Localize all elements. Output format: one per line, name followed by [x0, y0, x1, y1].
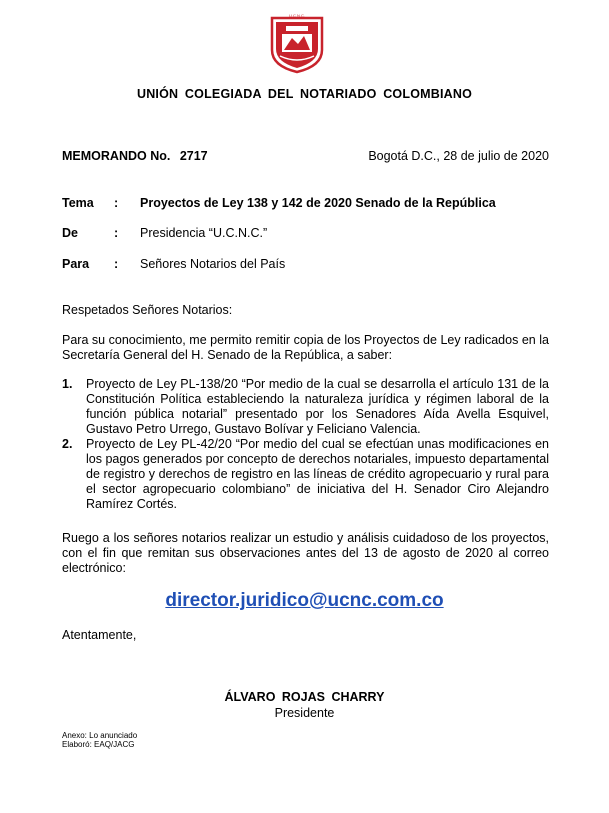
annex-note: Anexo: Lo anunciado [62, 731, 138, 740]
field-tema [62, 196, 496, 210]
memo-number [62, 149, 208, 163]
memo-number-value: 2717 [179, 149, 208, 163]
tema-label: Tema [62, 196, 94, 210]
memo-date: Bogotá D.C., 28 de julio de 2020 [368, 149, 549, 163]
de-separator: : [114, 226, 119, 240]
memo-label: MEMORANDO No. [62, 149, 171, 163]
field-para [62, 257, 285, 271]
prepared-by-note: Elaboró: EAQ/JACG [62, 740, 135, 749]
list-item [62, 437, 549, 512]
signer-name: ÁLVARO ROJAS CHARRY [224, 690, 385, 704]
para-separator: : [114, 257, 119, 271]
list-item-text: Proyecto de Ley PL-138/20 “Por medio de la cual se desarrolla el artículo 131 de la Constitución Política estableciendo la naturaleza jurídica y régimen laboral de la función pública notarial” presentado por los Senadores Aída Avella Esquivel, Gustavo Petro Urrego, Gustavo Bolívar y Feliciano Valencia. [86, 377, 549, 436]
list-item-number: 2. [62, 437, 73, 451]
intro-paragraph: Para su conocimiento, me permito remitir copia de los Proyectos de Ley radicados en la Secretaría General del H. Senado de la República, a saber: [62, 333, 549, 362]
tema-value: Proyectos de Ley 138 y 142 de 2020 Senado de la República [140, 196, 496, 210]
email-link[interactable]: director.juridico@ucnc.com.co [165, 590, 444, 611]
para-label: Para [62, 257, 90, 271]
svg-text:U.C.N.C.: U.C.N.C. [289, 13, 305, 18]
para-value: Señores Notarios del País [140, 257, 286, 271]
greeting: Respetados Señores Notarios: [62, 303, 233, 317]
tema-separator: : [114, 196, 119, 210]
request-paragraph: Ruego a los señores notarios realizar un estudio y análisis cuidadoso de los proyectos, con el fin que remitan sus observaciones antes del 13 de agosto de 2020 al correo electrónico: [62, 531, 549, 575]
list-item-text: Proyecto de Ley PL-42/20 “Por medio del cual se efectúan unas modificaciones en los pagos generados por concepto de derechos notariales, impuesto departamental de registro y derechos de registro en las líneas de crédito agropecuario y rural para el sector agropecuario colombiano” de iniciativa del H. Senador Ciro Alejandro Ramírez Cortés. [86, 437, 549, 511]
de-value: Presidencia “U.C.N.C.” [140, 226, 268, 240]
de-label: De [62, 226, 78, 240]
bill-list [62, 377, 549, 512]
organization-name: UNIÓN COLEGIADA DEL NOTARIADO COLOMBIANO [136, 87, 473, 101]
signer-role: Presidente [274, 706, 335, 720]
list-item [62, 377, 549, 437]
ucnc-seal-logo [268, 12, 326, 74]
field-de [62, 226, 267, 240]
closing: Atentamente, [62, 628, 137, 642]
list-item-number: 1. [62, 377, 73, 391]
